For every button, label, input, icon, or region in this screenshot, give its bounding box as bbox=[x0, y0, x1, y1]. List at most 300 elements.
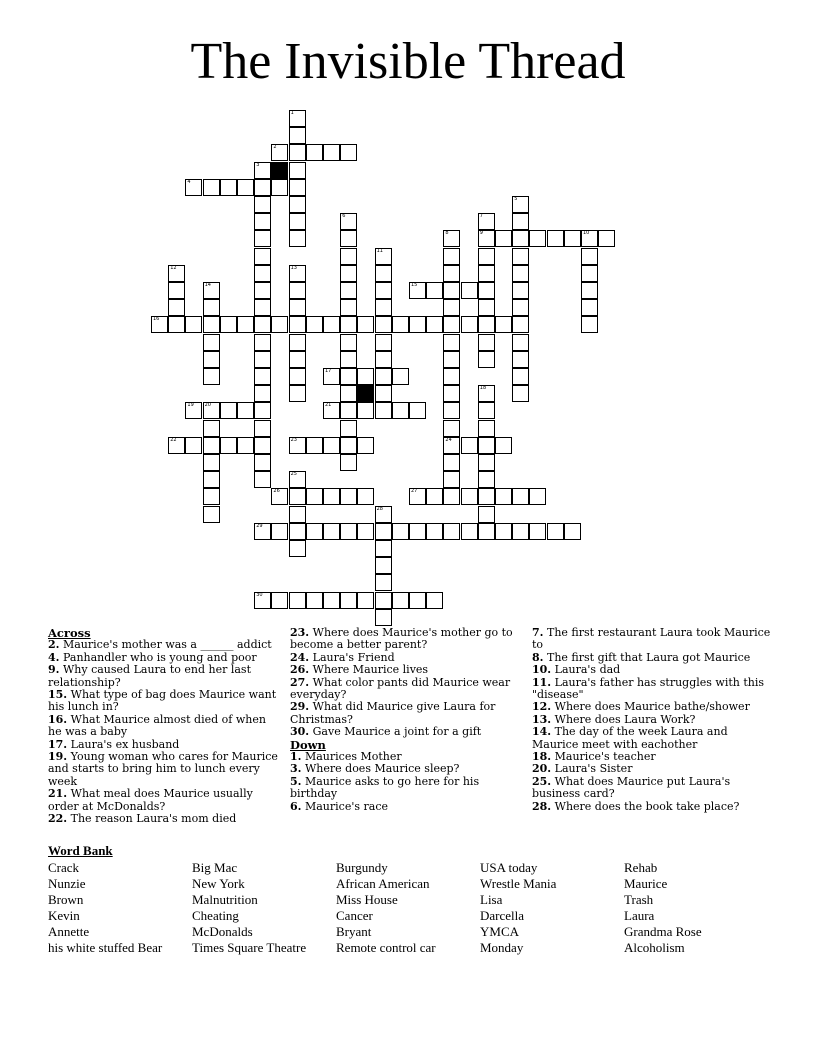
grid-cell[interactable] bbox=[409, 523, 426, 540]
clue-number: 22 bbox=[170, 436, 177, 443]
grid-cell[interactable] bbox=[375, 574, 392, 591]
clue-number: 25 bbox=[290, 471, 297, 478]
word-bank-entry: Times Square Theatre bbox=[192, 940, 307, 955]
clue-number: 3. bbox=[290, 762, 302, 776]
grid-cell[interactable] bbox=[306, 437, 323, 454]
word-bank-entry: African American bbox=[336, 876, 430, 891]
grid-cell[interactable] bbox=[254, 299, 271, 316]
grid-cell[interactable] bbox=[426, 488, 443, 505]
grid-cell[interactable] bbox=[289, 540, 306, 557]
grid-cell[interactable] bbox=[581, 282, 598, 299]
grid-cell[interactable] bbox=[289, 523, 306, 540]
clue-number: 17. bbox=[48, 737, 68, 751]
grid-cell[interactable] bbox=[306, 144, 323, 161]
grid-cell[interactable] bbox=[289, 162, 306, 179]
grid-cell[interactable] bbox=[340, 230, 357, 247]
clue-text: What color pants did Maurice wear everyday? bbox=[290, 675, 511, 702]
grid-cell[interactable] bbox=[289, 351, 306, 368]
grid-cell[interactable] bbox=[289, 488, 306, 505]
grid-cell[interactable] bbox=[478, 316, 495, 333]
grid-cell[interactable] bbox=[289, 471, 306, 488]
grid-cell[interactable] bbox=[340, 420, 357, 437]
grid-cell[interactable] bbox=[461, 523, 478, 540]
grid-cell[interactable] bbox=[340, 265, 357, 282]
grid-cell[interactable] bbox=[547, 230, 564, 247]
clue-text: What type of bag does Maurice want his lunch in? bbox=[48, 688, 277, 714]
word-bank-entry: Laura bbox=[624, 908, 655, 923]
grid-cell[interactable] bbox=[254, 402, 271, 419]
grid-cell[interactable] bbox=[392, 368, 409, 385]
grid-cell[interactable] bbox=[443, 437, 460, 454]
clue-text: What meal does Maurice usually order at McDonalds? bbox=[48, 787, 253, 813]
clue-column-2 bbox=[290, 627, 522, 813]
grid-cell[interactable] bbox=[529, 523, 546, 540]
clue-number: 26 bbox=[273, 488, 280, 495]
grid-cell[interactable] bbox=[203, 471, 220, 488]
grid-cell[interactable] bbox=[512, 488, 529, 505]
grid-cell[interactable] bbox=[426, 523, 443, 540]
grid-cell[interactable] bbox=[443, 299, 460, 316]
grid-cell[interactable] bbox=[289, 213, 306, 230]
grid-cell[interactable] bbox=[340, 368, 357, 385]
clue-text: Young woman who cares for Maurice and starts to bring him to lunch every week bbox=[48, 750, 278, 788]
grid-cell[interactable] bbox=[443, 265, 460, 282]
clue-text: Where does Laura Work? bbox=[551, 712, 696, 726]
grid-cell[interactable] bbox=[254, 265, 271, 282]
grid-cell[interactable] bbox=[271, 592, 288, 609]
grid-cell[interactable] bbox=[495, 230, 512, 247]
grid-cell[interactable] bbox=[254, 420, 271, 437]
grid-cell[interactable] bbox=[375, 506, 392, 523]
grid-cell[interactable] bbox=[340, 248, 357, 265]
grid-cell[interactable] bbox=[512, 316, 529, 333]
grid-cell[interactable] bbox=[375, 282, 392, 299]
grid-cell[interactable] bbox=[478, 213, 495, 230]
grid-cell[interactable] bbox=[340, 316, 357, 333]
clue-text: What Maurice almost died of when he was a baby bbox=[48, 712, 266, 739]
grid-cell[interactable] bbox=[203, 351, 220, 368]
grid-cell[interactable] bbox=[323, 368, 340, 385]
clue-number: 21. bbox=[48, 787, 68, 801]
word-bank-entry: USA today bbox=[480, 860, 538, 875]
grid-cell[interactable] bbox=[323, 592, 340, 609]
grid-cell[interactable] bbox=[409, 488, 426, 505]
grid-cell[interactable] bbox=[237, 402, 254, 419]
clue-number: 6. bbox=[290, 799, 302, 813]
grid-cell[interactable] bbox=[289, 385, 306, 402]
grid-cell[interactable] bbox=[512, 351, 529, 368]
grid-cell[interactable] bbox=[409, 282, 426, 299]
grid-cell[interactable] bbox=[375, 402, 392, 419]
grid-cell[interactable] bbox=[375, 609, 392, 626]
grid-cell[interactable] bbox=[443, 385, 460, 402]
clue-number: 2. bbox=[48, 638, 60, 652]
grid-cell[interactable] bbox=[289, 265, 306, 282]
clue-text: Maurice asks to go here for his birthday bbox=[290, 774, 480, 801]
grid-cell[interactable] bbox=[203, 316, 220, 333]
grid-cell[interactable] bbox=[254, 230, 271, 247]
grid-cell[interactable] bbox=[512, 265, 529, 282]
grid-cell[interactable] bbox=[512, 368, 529, 385]
grid-cell[interactable] bbox=[357, 402, 374, 419]
word-bank-entry: Miss House bbox=[336, 892, 398, 907]
clue-number: 14 bbox=[204, 282, 211, 288]
clue-number: 21 bbox=[325, 402, 332, 409]
grid-cell[interactable] bbox=[375, 368, 392, 385]
puzzle-title: The Invisible Thread bbox=[190, 33, 626, 90]
grid-cell[interactable] bbox=[375, 592, 392, 609]
word-bank-entry: his white stuffed Bear bbox=[48, 940, 163, 955]
grid-cell[interactable] bbox=[203, 179, 220, 196]
word-bank-entry: Annette bbox=[48, 924, 90, 939]
grid-cell[interactable] bbox=[375, 265, 392, 282]
clue-number: 15. bbox=[48, 688, 68, 702]
grid-cell[interactable] bbox=[237, 437, 254, 454]
grid-cell[interactable] bbox=[254, 454, 271, 471]
grid-cell[interactable] bbox=[375, 334, 392, 351]
grid-cell[interactable] bbox=[168, 265, 185, 282]
grid-cell[interactable] bbox=[254, 385, 271, 402]
grid-cell[interactable] bbox=[357, 368, 374, 385]
grid-cell[interactable] bbox=[443, 454, 460, 471]
grid-cell[interactable] bbox=[375, 557, 392, 574]
clue bbox=[48, 751, 280, 788]
grid-cell[interactable] bbox=[323, 316, 340, 333]
clue-column-1 bbox=[48, 627, 280, 826]
grid-cell[interactable] bbox=[478, 420, 495, 437]
grid-cell[interactable] bbox=[220, 437, 237, 454]
word-bank-entry: Lisa bbox=[480, 892, 503, 907]
grid-cell[interactable] bbox=[375, 351, 392, 368]
grid-cell[interactable] bbox=[220, 402, 237, 419]
grid-cell[interactable] bbox=[581, 230, 598, 247]
grid-cell[interactable] bbox=[254, 351, 271, 368]
grid-cell[interactable] bbox=[151, 316, 168, 333]
grid-cell[interactable] bbox=[289, 144, 306, 161]
word-bank-column-1 bbox=[48, 860, 162, 956]
clue-text: What did Maurice give Laura for Christmas? bbox=[290, 700, 496, 726]
grid-cell[interactable] bbox=[289, 334, 306, 351]
grid-cell[interactable] bbox=[478, 299, 495, 316]
clue-number: 1. bbox=[290, 750, 302, 764]
clue-number: 9 bbox=[479, 230, 483, 237]
word-bank-heading: Word Bank bbox=[48, 843, 113, 858]
grid-cell[interactable] bbox=[357, 437, 374, 454]
grid-cell[interactable] bbox=[443, 351, 460, 368]
grid-cell[interactable] bbox=[512, 334, 529, 351]
grid-cell[interactable] bbox=[323, 523, 340, 540]
grid-cell[interactable] bbox=[340, 523, 357, 540]
clue-number: 9. bbox=[48, 663, 60, 677]
grid-cell[interactable] bbox=[495, 488, 512, 505]
grid-cell[interactable] bbox=[495, 523, 512, 540]
grid-cell[interactable] bbox=[254, 196, 271, 213]
grid-cell[interactable] bbox=[168, 299, 185, 316]
grid-cell[interactable] bbox=[289, 179, 306, 196]
grid-cell[interactable] bbox=[203, 488, 220, 505]
grid-cell[interactable] bbox=[443, 230, 460, 247]
grid-cell[interactable] bbox=[357, 523, 374, 540]
grid-cell[interactable] bbox=[478, 351, 495, 368]
clue-text: Maurices Mother bbox=[301, 750, 402, 764]
clue bbox=[48, 689, 280, 714]
grid-cell[interactable] bbox=[289, 368, 306, 385]
clue bbox=[532, 726, 772, 751]
grid-cell[interactable] bbox=[185, 316, 202, 333]
grid-cell[interactable] bbox=[529, 230, 546, 247]
clue-number: 28. bbox=[532, 799, 552, 813]
grid-cell[interactable] bbox=[478, 230, 495, 247]
grid-cell[interactable] bbox=[598, 230, 615, 247]
grid-cell[interactable] bbox=[512, 282, 529, 299]
grid-cell[interactable] bbox=[340, 334, 357, 351]
grid-cell[interactable] bbox=[203, 334, 220, 351]
grid-cell[interactable] bbox=[168, 316, 185, 333]
grid-cell[interactable] bbox=[271, 316, 288, 333]
grid-cell[interactable] bbox=[254, 334, 271, 351]
clue-number: 11. bbox=[532, 675, 552, 689]
grid-cell[interactable] bbox=[581, 265, 598, 282]
grid-cell[interactable] bbox=[443, 488, 460, 505]
grid-cell[interactable] bbox=[254, 248, 271, 265]
grid-cell[interactable] bbox=[409, 402, 426, 419]
grid-cell[interactable] bbox=[340, 402, 357, 419]
clue-number: 2 bbox=[273, 144, 277, 151]
clue-column-3 bbox=[532, 627, 772, 813]
grid-cell[interactable] bbox=[340, 592, 357, 609]
grid-cell[interactable] bbox=[340, 282, 357, 299]
grid-cell[interactable] bbox=[478, 402, 495, 419]
grid-cell[interactable] bbox=[375, 523, 392, 540]
clue bbox=[532, 677, 772, 702]
grid-cell[interactable] bbox=[478, 282, 495, 299]
grid-cell[interactable] bbox=[168, 437, 185, 454]
clue-number: 4 bbox=[187, 178, 191, 185]
grid-cell[interactable] bbox=[443, 334, 460, 351]
grid-cell[interactable] bbox=[185, 179, 202, 196]
grid-cell[interactable] bbox=[443, 282, 460, 299]
clue-number: 10 bbox=[583, 230, 590, 237]
grid-cell[interactable] bbox=[392, 523, 409, 540]
grid-cell[interactable] bbox=[340, 213, 357, 230]
grid-cell[interactable] bbox=[478, 523, 495, 540]
grid-cell[interactable] bbox=[495, 437, 512, 454]
grid-cell[interactable] bbox=[323, 488, 340, 505]
grid-cell[interactable] bbox=[392, 316, 409, 333]
grid-cell[interactable] bbox=[443, 402, 460, 419]
grid-cell[interactable] bbox=[547, 523, 564, 540]
grid-cell[interactable] bbox=[323, 144, 340, 161]
grid-cell[interactable] bbox=[237, 179, 254, 196]
clue-number: 7. bbox=[532, 626, 544, 639]
grid-cell[interactable] bbox=[357, 316, 374, 333]
grid-cell[interactable] bbox=[289, 282, 306, 299]
clue-number: 1 bbox=[290, 110, 294, 116]
grid-cell[interactable] bbox=[306, 523, 323, 540]
clue-text: What does Maurice put Laura's business card? bbox=[532, 774, 731, 801]
grid-cell[interactable] bbox=[254, 592, 271, 609]
clue bbox=[290, 677, 522, 702]
grid-cell[interactable] bbox=[461, 316, 478, 333]
grid-cell[interactable] bbox=[357, 488, 374, 505]
clue-number: 13 bbox=[290, 264, 297, 271]
grid-cell[interactable] bbox=[220, 179, 237, 196]
clue-number: 16. bbox=[48, 712, 68, 726]
grid-cell[interactable] bbox=[185, 437, 202, 454]
grid-cell[interactable] bbox=[254, 316, 271, 333]
grid-cell[interactable] bbox=[512, 385, 529, 402]
grid-cell[interactable] bbox=[203, 402, 220, 419]
clue bbox=[290, 776, 522, 801]
grid-cell[interactable] bbox=[203, 454, 220, 471]
grid-cell[interactable] bbox=[203, 506, 220, 523]
grid-cell[interactable] bbox=[306, 592, 323, 609]
word-bank-entry: Wrestle Mania bbox=[480, 876, 557, 891]
grid-cell[interactable] bbox=[478, 506, 495, 523]
grid-cell[interactable] bbox=[271, 488, 288, 505]
grid-cell[interactable] bbox=[306, 316, 323, 333]
grid-cell[interactable] bbox=[203, 420, 220, 437]
grid-cell[interactable] bbox=[461, 488, 478, 505]
grid-cell[interactable] bbox=[443, 523, 460, 540]
grid-cell[interactable] bbox=[443, 420, 460, 437]
grid-cell[interactable] bbox=[409, 592, 426, 609]
grid-cell[interactable] bbox=[581, 248, 598, 265]
word-bank-column-5 bbox=[624, 860, 702, 956]
grid-cell[interactable] bbox=[203, 299, 220, 316]
grid-cell[interactable] bbox=[323, 402, 340, 419]
grid-cell[interactable] bbox=[340, 144, 357, 161]
grid-cell[interactable] bbox=[254, 282, 271, 299]
grid-cell[interactable] bbox=[478, 437, 495, 454]
grid-cell[interactable] bbox=[426, 282, 443, 299]
grid-cell[interactable] bbox=[340, 437, 357, 454]
grid-cell[interactable] bbox=[529, 488, 546, 505]
clue-text: Laura's ex husband bbox=[67, 737, 180, 751]
clue-text: Laura's Sister bbox=[551, 762, 633, 776]
grid-cell[interactable] bbox=[340, 299, 357, 316]
grid-cell[interactable] bbox=[168, 282, 185, 299]
grid-cell[interactable] bbox=[254, 437, 271, 454]
grid-cell[interactable] bbox=[375, 540, 392, 557]
grid-cell[interactable] bbox=[478, 385, 495, 402]
clue bbox=[48, 714, 280, 739]
grid-cell[interactable] bbox=[254, 471, 271, 488]
grid-cell[interactable] bbox=[478, 454, 495, 471]
grid-cell[interactable] bbox=[443, 368, 460, 385]
grid-cell[interactable] bbox=[289, 110, 306, 127]
grid-cell[interactable] bbox=[289, 316, 306, 333]
grid-cell[interactable] bbox=[237, 316, 254, 333]
grid-cell[interactable] bbox=[478, 248, 495, 265]
grid-cell[interactable] bbox=[254, 523, 271, 540]
grid-cell[interactable] bbox=[340, 454, 357, 471]
clue-text: Laura's father has struggles with this "disease" bbox=[532, 675, 765, 702]
grid-cell[interactable] bbox=[392, 592, 409, 609]
grid-cell[interactable] bbox=[254, 179, 271, 196]
grid-cell[interactable] bbox=[512, 230, 529, 247]
grid-cell[interactable] bbox=[289, 506, 306, 523]
grid-cell[interactable] bbox=[581, 316, 598, 333]
grid-cell[interactable] bbox=[443, 248, 460, 265]
word-bank-entry: YMCA bbox=[480, 924, 520, 939]
grid-cell[interactable] bbox=[203, 368, 220, 385]
clue-number: 28 bbox=[376, 505, 383, 512]
grid-cell[interactable] bbox=[426, 316, 443, 333]
clue-text: Where does Maurice bathe/shower bbox=[551, 700, 750, 714]
grid-cell[interactable] bbox=[375, 316, 392, 333]
grid-cell[interactable] bbox=[375, 299, 392, 316]
word-bank-entry: Crack bbox=[48, 860, 80, 875]
clue-text: Gave Maurice a joint for a gift bbox=[309, 725, 482, 739]
clue-number: 15 bbox=[411, 282, 418, 288]
grid-cell[interactable] bbox=[271, 144, 288, 161]
grid-cell[interactable] bbox=[581, 299, 598, 316]
grid-cell[interactable] bbox=[340, 488, 357, 505]
grid-cell[interactable] bbox=[512, 213, 529, 230]
grid-cell[interactable] bbox=[254, 213, 271, 230]
grid-cell[interactable] bbox=[254, 368, 271, 385]
grid-cell[interactable] bbox=[564, 523, 581, 540]
grid-cell[interactable] bbox=[443, 471, 460, 488]
grid-cell[interactable] bbox=[254, 162, 271, 179]
grid-cell[interactable] bbox=[340, 385, 357, 402]
grid-cell[interactable] bbox=[185, 402, 202, 419]
grid-cell[interactable] bbox=[392, 402, 409, 419]
grid-cell[interactable] bbox=[512, 299, 529, 316]
grid-cell[interactable] bbox=[203, 282, 220, 299]
grid-cell[interactable] bbox=[289, 299, 306, 316]
grid-cell[interactable] bbox=[271, 523, 288, 540]
grid-cell[interactable] bbox=[512, 523, 529, 540]
grid-cell[interactable] bbox=[220, 316, 237, 333]
word-bank-entry: Cancer bbox=[336, 908, 373, 923]
grid-cell[interactable] bbox=[512, 196, 529, 213]
clue-number: 26. bbox=[290, 663, 310, 677]
grid-cell[interactable] bbox=[289, 196, 306, 213]
grid-cell[interactable] bbox=[461, 437, 478, 454]
grid-cell[interactable] bbox=[289, 230, 306, 247]
clue bbox=[48, 813, 280, 825]
grid-cell[interactable] bbox=[357, 592, 374, 609]
grid-cell[interactable] bbox=[289, 592, 306, 609]
grid-cell[interactable] bbox=[495, 316, 512, 333]
grid-cell[interactable] bbox=[271, 179, 288, 196]
grid-cell[interactable] bbox=[323, 437, 340, 454]
grid-cell[interactable] bbox=[512, 248, 529, 265]
grid-cell[interactable] bbox=[478, 265, 495, 282]
grid-cell[interactable] bbox=[478, 471, 495, 488]
grid-cell[interactable] bbox=[564, 230, 581, 247]
grid-cell[interactable] bbox=[478, 488, 495, 505]
clue-text: The first gift that Laura got Maurice bbox=[543, 650, 751, 664]
grid-cell[interactable] bbox=[375, 385, 392, 402]
grid-cell[interactable] bbox=[289, 437, 306, 454]
grid-cell[interactable] bbox=[426, 592, 443, 609]
clue-number: 13. bbox=[532, 712, 552, 726]
grid-cell[interactable] bbox=[409, 316, 426, 333]
grid-cell[interactable] bbox=[443, 316, 460, 333]
grid-cell[interactable] bbox=[306, 488, 323, 505]
grid-cell[interactable] bbox=[461, 282, 478, 299]
word-bank-entry: Monday bbox=[480, 940, 524, 955]
grid-cell[interactable] bbox=[289, 127, 306, 144]
grid-cell[interactable] bbox=[203, 437, 220, 454]
grid-cell[interactable] bbox=[375, 248, 392, 265]
word-bank-column-4 bbox=[480, 860, 556, 956]
grid-cell[interactable] bbox=[340, 351, 357, 368]
grid-cell[interactable] bbox=[478, 334, 495, 351]
